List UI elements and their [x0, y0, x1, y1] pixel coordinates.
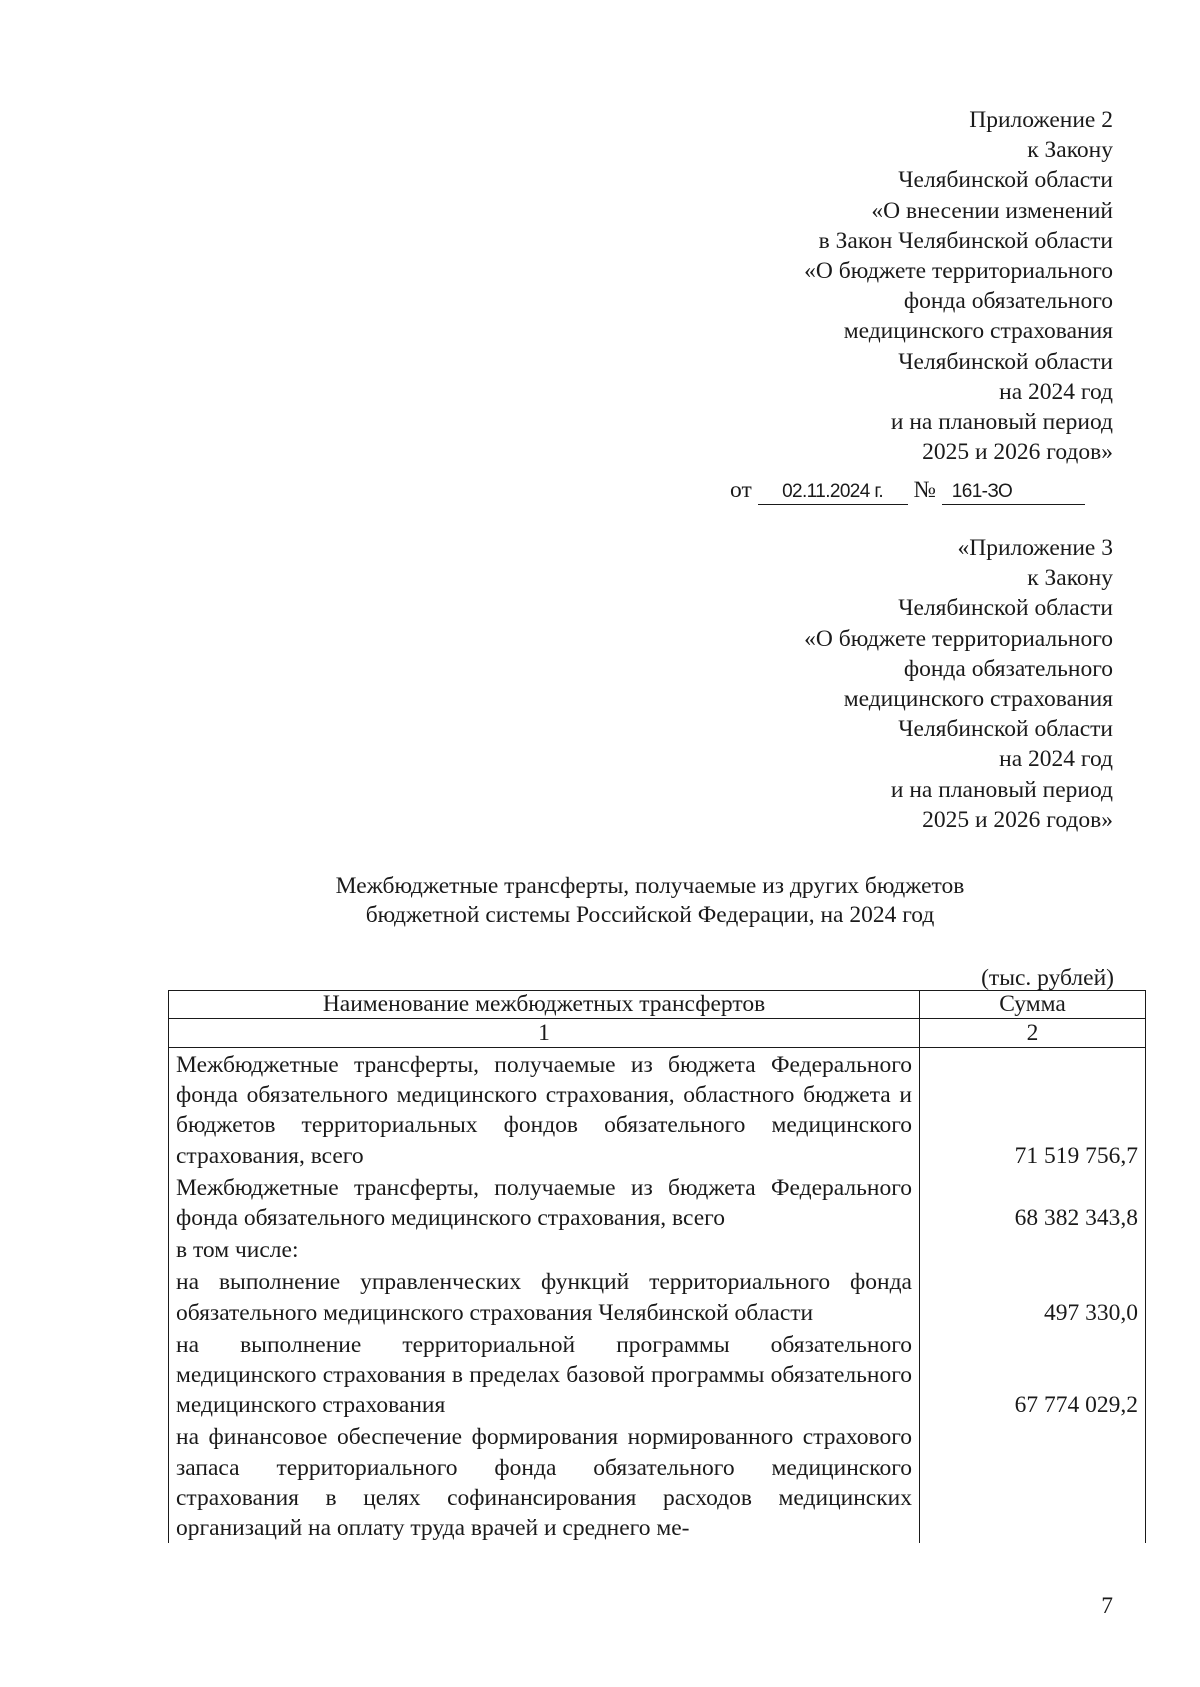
- annex-2-line: Челябинской области: [898, 348, 1113, 375]
- units-label: (тыс. рублей): [981, 965, 1114, 991]
- table-row: [169, 1265, 1146, 1327]
- law-signature-line: [730, 475, 1113, 505]
- table-row: [169, 1328, 1146, 1421]
- annex-3-line: 2025 и 2026 годов»: [922, 806, 1113, 833]
- document-title: [200, 872, 1100, 930]
- row-sum: [920, 1420, 1146, 1543]
- from-label: от: [730, 477, 752, 503]
- row-sum: 71 519 756,7: [920, 1048, 1146, 1171]
- transfers-table: [168, 990, 1146, 1543]
- table-row: [169, 1171, 1146, 1233]
- annex-2-line: на 2024 год: [999, 378, 1113, 405]
- annex-3-line: медицинского страхования: [843, 686, 1113, 713]
- annex-3-line: «О бюджете территориального: [804, 625, 1113, 652]
- annex-3-line: Челябинской области: [898, 716, 1113, 743]
- row-sum: 68 382 343,8: [920, 1171, 1146, 1233]
- annex-2-line: «О бюджете территориального: [804, 258, 1113, 285]
- row-name: Межбюджетные трансферты, получаемые из бюджета Федерального фонда обязательного медицинского страхования, всего: [169, 1171, 920, 1233]
- table-row: [169, 1048, 1146, 1171]
- annex-3-line: Челябинской области: [898, 595, 1113, 622]
- annex-2-line: 2025 и 2026 годов»: [922, 439, 1113, 466]
- annex-3-line: на 2024 год: [999, 746, 1113, 773]
- row-name: на выполнение управленческих функций территориального фонда обязательного медицинского страхования Челябинской области: [169, 1265, 920, 1327]
- row-sum: 67 774 029,2: [920, 1328, 1146, 1421]
- table-row: [169, 1233, 1146, 1265]
- annex-2-header: [804, 105, 1113, 467]
- annex-3-line: «Приложение 3: [957, 535, 1113, 561]
- column-number: 2: [920, 1019, 1146, 1048]
- row-sum: 497 330,0: [920, 1265, 1146, 1327]
- table-row: [169, 1420, 1146, 1543]
- page-number: 7: [1101, 1593, 1113, 1619]
- annex-2-line: в Закон Челябинской области: [818, 227, 1113, 254]
- title-line-2: бюджетной системы Российской Федерации, на 2024 год: [365, 902, 935, 928]
- annex-3-line: к Закону: [1027, 565, 1113, 592]
- table-header-row: [169, 991, 1146, 1019]
- row-name: на выполнение территориальной программы обязательного медицинского страхования в пределах базовой программы обязательного медицинского страхования: [169, 1328, 920, 1421]
- annex-3-line: и на плановый период: [890, 776, 1113, 803]
- annex-2-line: фонда обязательного: [903, 288, 1113, 315]
- row-name: в том числе:: [169, 1233, 920, 1265]
- annex-2-line: к Закону: [1027, 137, 1113, 164]
- column-number-row: [169, 1019, 1146, 1048]
- title-line-1: Межбюджетные трансферты, получаемые из других бюджетов: [335, 873, 965, 899]
- annex-2-line: медицинского страхования: [843, 318, 1113, 345]
- law-date: 02.11.2024 г.: [758, 480, 908, 505]
- annex-2-line: и на плановый период: [890, 409, 1113, 436]
- header-sum: Сумма: [920, 991, 1146, 1019]
- annex-2-line: «О внесении изменений: [871, 197, 1113, 224]
- header-name: Наименование межбюджетных трансфертов: [169, 991, 920, 1019]
- annex-2-line: Челябинской области: [898, 167, 1113, 194]
- column-number: 1: [169, 1019, 920, 1048]
- law-number: 161-ЗО: [942, 480, 1085, 505]
- row-name: Межбюджетные трансферты, получаемые из бюджета Федерального фонда обязательного медицинского страхования, областного бюджета и бюджетов территориальных фондов обязательного медицинского страхования, всего: [169, 1048, 920, 1171]
- row-name: на финансовое обеспечение формирования нормированного страхового запаса территориального фонда обязательного медицинского страхования в целях софинансирования расходов медицинских организаций на оплату труда врачей и среднего ме-: [169, 1420, 920, 1543]
- annex-3-header: [804, 533, 1113, 835]
- annex-2-line: Приложение 2: [969, 107, 1113, 133]
- number-label: №: [913, 477, 936, 503]
- annex-3-line: фонда обязательного: [903, 655, 1113, 682]
- row-sum: [920, 1233, 1146, 1265]
